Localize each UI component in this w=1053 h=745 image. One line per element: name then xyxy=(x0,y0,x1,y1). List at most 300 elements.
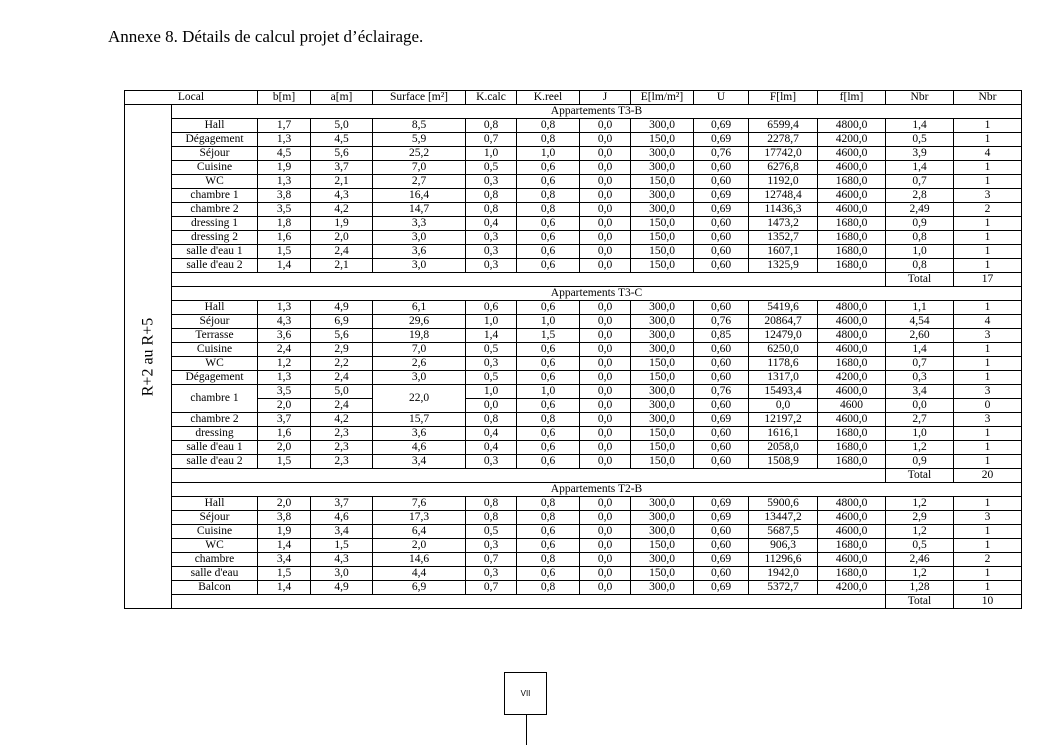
cell-f: 4800,0 xyxy=(818,497,886,511)
cell-nbr-calc: 0,9 xyxy=(886,217,954,231)
table-row xyxy=(125,357,1022,371)
header-nbr-2: Nbr xyxy=(954,91,1022,105)
cell-kcalc: 0,7 xyxy=(466,581,517,595)
cell-nbr-calc: 1,28 xyxy=(886,581,954,595)
table-row xyxy=(125,567,1022,581)
cell-a: 4,9 xyxy=(311,301,373,315)
cell-F: 1192,0 xyxy=(749,175,818,189)
cell-b: 3,6 xyxy=(258,329,311,343)
cell-f: 1680,0 xyxy=(818,217,886,231)
cell-f: 1680,0 xyxy=(818,567,886,581)
cell-b: 1,6 xyxy=(258,427,311,441)
cell-kcalc: 0,3 xyxy=(466,357,517,371)
cell-u: 0,69 xyxy=(694,133,749,147)
cell-kcalc: 1,0 xyxy=(466,147,517,161)
cell-nbr-calc: 3,9 xyxy=(886,147,954,161)
cell-j: 0,0 xyxy=(580,231,631,245)
cell-nbr: 3 xyxy=(954,385,1022,399)
cell-surface: 7,0 xyxy=(373,343,466,357)
cell-kcalc: 0,5 xyxy=(466,525,517,539)
cell-kcalc: 0,5 xyxy=(466,161,517,175)
cell-b: 4,3 xyxy=(258,315,311,329)
cell-e: 150,0 xyxy=(631,539,694,553)
header-surface: Surface [m²] xyxy=(373,91,466,105)
cell-local: chambre 2 xyxy=(172,413,258,427)
cell-b: 3,8 xyxy=(258,511,311,525)
total-value: 10 xyxy=(954,595,1022,609)
cell-b: 1,3 xyxy=(258,371,311,385)
cell-nbr: 1 xyxy=(954,371,1022,385)
cell-e: 300,0 xyxy=(631,119,694,133)
cell-F: 15493,4 xyxy=(749,385,818,399)
cell-nbr-calc: 2,49 xyxy=(886,203,954,217)
cell-local: Terrasse xyxy=(172,329,258,343)
cell-f: 4600,0 xyxy=(818,525,886,539)
cell-kreel: 0,6 xyxy=(517,441,580,455)
cell-surface: 2,7 xyxy=(373,175,466,189)
cell-F: 1607,1 xyxy=(749,245,818,259)
cell-j: 0,0 xyxy=(580,525,631,539)
cell-kreel: 0,8 xyxy=(517,119,580,133)
cell-kreel: 0,6 xyxy=(517,455,580,469)
cell-F: 1317,0 xyxy=(749,371,818,385)
cell-nbr-calc: 1,0 xyxy=(886,245,954,259)
cell-kreel: 0,6 xyxy=(517,161,580,175)
cell-j: 0,0 xyxy=(580,581,631,595)
cell-local: Cuisine xyxy=(172,343,258,357)
cell-f: 4600,0 xyxy=(818,203,886,217)
cell-f: 4600,0 xyxy=(818,413,886,427)
cell-F: 1473,2 xyxy=(749,217,818,231)
cell-kreel: 0,6 xyxy=(517,371,580,385)
cell-j: 0,0 xyxy=(580,539,631,553)
cell-kreel: 0,8 xyxy=(517,133,580,147)
cell-u: 0,76 xyxy=(694,147,749,161)
cell-local: salle d'eau 2 xyxy=(172,455,258,469)
cell-kreel: 0,6 xyxy=(517,259,580,273)
cell-surface: 3,0 xyxy=(373,371,466,385)
cell-F: 20864,7 xyxy=(749,315,818,329)
cell-j: 0,0 xyxy=(580,161,631,175)
cell-nbr: 1 xyxy=(954,525,1022,539)
total-label: Total xyxy=(886,469,954,483)
cell-e: 300,0 xyxy=(631,385,694,399)
cell-a: 2,2 xyxy=(311,357,373,371)
cell-j: 0,0 xyxy=(580,133,631,147)
cell-e: 300,0 xyxy=(631,581,694,595)
cell-surface: 3,4 xyxy=(373,455,466,469)
cell-j: 0,0 xyxy=(580,245,631,259)
cell-kcalc: 0,8 xyxy=(466,203,517,217)
cell-kcalc: 0,3 xyxy=(466,567,517,581)
cell-b: 1,2 xyxy=(258,357,311,371)
cell-kcalc: 0,8 xyxy=(466,119,517,133)
cell-nbr: 1 xyxy=(954,455,1022,469)
cell-kcalc: 1,0 xyxy=(466,385,517,399)
cell-nbr: 0 xyxy=(954,399,1022,413)
cell-surface: 3,0 xyxy=(373,231,466,245)
cell-j: 0,0 xyxy=(580,217,631,231)
table-row xyxy=(125,203,1022,217)
cell-nbr-calc: 3,4 xyxy=(886,385,954,399)
cell-u: 0,60 xyxy=(694,371,749,385)
header-nbr-1: Nbr xyxy=(886,91,954,105)
cell-f: 4600,0 xyxy=(818,315,886,329)
section-title-row xyxy=(125,483,1022,497)
cell-nbr-calc: 4,54 xyxy=(886,315,954,329)
cell-u: 0,60 xyxy=(694,161,749,175)
cell-local: Dégagement xyxy=(172,371,258,385)
cell-surface: 3,3 xyxy=(373,217,466,231)
cell-kreel: 0,8 xyxy=(517,553,580,567)
cell-local: Dégagement xyxy=(172,133,258,147)
cell-kcalc: 0,8 xyxy=(466,189,517,203)
cell-nbr-calc: 0,0 xyxy=(886,399,954,413)
table-row xyxy=(125,455,1022,469)
table-row xyxy=(125,553,1022,567)
cell-local: Hall xyxy=(172,119,258,133)
cell-surface: 2,0 xyxy=(373,539,466,553)
cell-local: chambre 1 xyxy=(172,385,258,413)
cell-F: 6250,0 xyxy=(749,343,818,357)
cell-e: 150,0 xyxy=(631,357,694,371)
cell-kreel: 0,8 xyxy=(517,581,580,595)
total-row xyxy=(125,273,1022,287)
cell-b: 3,5 xyxy=(258,203,311,217)
header-F: F[lm] xyxy=(749,91,818,105)
cell-b: 1,8 xyxy=(258,217,311,231)
cell-f: 4200,0 xyxy=(818,133,886,147)
cell-e: 300,0 xyxy=(631,147,694,161)
section-title: Appartements T2-B xyxy=(172,483,1022,497)
cell-surface: 29,6 xyxy=(373,315,466,329)
cell-a: 5,6 xyxy=(311,329,373,343)
cell-local: WC xyxy=(172,175,258,189)
cell-local: salle d'eau 1 xyxy=(172,441,258,455)
cell-nbr-calc: 1,4 xyxy=(886,343,954,357)
cell-b: 3,8 xyxy=(258,189,311,203)
cell-nbr: 4 xyxy=(954,147,1022,161)
cell-a: 4,5 xyxy=(311,133,373,147)
cell-b: 3,5 xyxy=(258,385,311,399)
cell-f: 4200,0 xyxy=(818,581,886,595)
cell-kreel: 1,0 xyxy=(517,315,580,329)
cell-e: 150,0 xyxy=(631,259,694,273)
cell-nbr-calc: 2,9 xyxy=(886,511,954,525)
cell-local: Hall xyxy=(172,497,258,511)
cell-nbr: 1 xyxy=(954,231,1022,245)
cell-nbr-calc: 0,7 xyxy=(886,357,954,371)
cell-nbr: 3 xyxy=(954,413,1022,427)
cell-j: 0,0 xyxy=(580,441,631,455)
cell-kreel: 0,6 xyxy=(517,525,580,539)
cell-kcalc: 0,5 xyxy=(466,343,517,357)
cell-nbr: 1 xyxy=(954,119,1022,133)
section-title-row xyxy=(125,105,1022,119)
header-j: J xyxy=(580,91,631,105)
table-row xyxy=(125,427,1022,441)
cell-kcalc: 0,4 xyxy=(466,427,517,441)
total-spacer xyxy=(172,595,886,609)
cell-f: 1680,0 xyxy=(818,259,886,273)
cell-kreel: 0,8 xyxy=(517,189,580,203)
cell-local: chambre xyxy=(172,553,258,567)
cell-e: 150,0 xyxy=(631,231,694,245)
cell-u: 0,60 xyxy=(694,231,749,245)
header-e: E[lm/m²] xyxy=(631,91,694,105)
cell-surface: 3,0 xyxy=(373,259,466,273)
cell-e: 150,0 xyxy=(631,217,694,231)
cell-j: 0,0 xyxy=(580,385,631,399)
cell-u: 0,76 xyxy=(694,385,749,399)
cell-kcalc: 0,3 xyxy=(466,175,517,189)
cell-kreel: 0,6 xyxy=(517,399,580,413)
cell-u: 0,60 xyxy=(694,259,749,273)
cell-local: salle d'eau xyxy=(172,567,258,581)
cell-e: 150,0 xyxy=(631,427,694,441)
page-title: Annexe 8. Détails de calcul projet d’éclairage. xyxy=(108,27,424,46)
cell-kcalc: 0,3 xyxy=(466,455,517,469)
cell-e: 300,0 xyxy=(631,525,694,539)
cell-surface: 4,4 xyxy=(373,567,466,581)
cell-u: 0,69 xyxy=(694,511,749,525)
cell-j: 0,0 xyxy=(580,259,631,273)
cell-kreel: 0,8 xyxy=(517,511,580,525)
cell-u: 0,69 xyxy=(694,581,749,595)
cell-F: 11436,3 xyxy=(749,203,818,217)
cell-F: 1352,7 xyxy=(749,231,818,245)
cell-u: 0,60 xyxy=(694,567,749,581)
cell-F: 2278,7 xyxy=(749,133,818,147)
cell-e: 150,0 xyxy=(631,455,694,469)
cell-f: 4200,0 xyxy=(818,371,886,385)
cell-a: 1,5 xyxy=(311,539,373,553)
cell-nbr-calc: 0,5 xyxy=(886,133,954,147)
cell-F: 11296,6 xyxy=(749,553,818,567)
cell-u: 0,60 xyxy=(694,343,749,357)
cell-b: 2,4 xyxy=(258,343,311,357)
table-row xyxy=(125,147,1022,161)
cell-surface: 4,6 xyxy=(373,441,466,455)
table-row xyxy=(125,343,1022,357)
cell-a: 3,7 xyxy=(311,497,373,511)
cell-kcalc: 0,3 xyxy=(466,259,517,273)
cell-a: 4,6 xyxy=(311,511,373,525)
total-row xyxy=(125,469,1022,483)
cell-local: dressing 1 xyxy=(172,217,258,231)
cell-kcalc: 0,4 xyxy=(466,441,517,455)
cell-a: 2,9 xyxy=(311,343,373,357)
cell-nbr-calc: 1,2 xyxy=(886,441,954,455)
header-kcalc: K.calc xyxy=(466,91,517,105)
cell-a: 2,1 xyxy=(311,175,373,189)
cell-b: 1,4 xyxy=(258,539,311,553)
table-row xyxy=(125,525,1022,539)
cell-kreel: 0,6 xyxy=(517,427,580,441)
cell-f: 1680,0 xyxy=(818,357,886,371)
cell-F: 0,0 xyxy=(749,399,818,413)
cell-j: 0,0 xyxy=(580,455,631,469)
cell-nbr: 3 xyxy=(954,511,1022,525)
cell-kreel: 0,6 xyxy=(517,175,580,189)
cell-f: 4600 xyxy=(818,399,886,413)
cell-b: 1,7 xyxy=(258,119,311,133)
page-number: VII xyxy=(504,672,547,715)
cell-kreel: 0,8 xyxy=(517,203,580,217)
cell-j: 0,0 xyxy=(580,119,631,133)
cell-nbr-calc: 2,60 xyxy=(886,329,954,343)
cell-e: 150,0 xyxy=(631,567,694,581)
cell-kreel: 0,6 xyxy=(517,231,580,245)
cell-a: 1,9 xyxy=(311,217,373,231)
cell-e: 300,0 xyxy=(631,511,694,525)
cell-e: 300,0 xyxy=(631,189,694,203)
cell-kreel: 1,5 xyxy=(517,329,580,343)
cell-F: 6599,4 xyxy=(749,119,818,133)
cell-nbr: 1 xyxy=(954,259,1022,273)
cell-e: 300,0 xyxy=(631,553,694,567)
cell-local: Cuisine xyxy=(172,161,258,175)
cell-surface: 3,6 xyxy=(373,427,466,441)
header-a: a[m] xyxy=(311,91,373,105)
cell-F: 2058,0 xyxy=(749,441,818,455)
cell-b: 1,9 xyxy=(258,525,311,539)
cell-surface: 16,4 xyxy=(373,189,466,203)
cell-f: 1680,0 xyxy=(818,175,886,189)
cell-u: 0,69 xyxy=(694,413,749,427)
cell-j: 0,0 xyxy=(580,343,631,357)
cell-nbr: 2 xyxy=(954,203,1022,217)
cell-nbr-calc: 0,9 xyxy=(886,455,954,469)
cell-a: 2,3 xyxy=(311,455,373,469)
table-row xyxy=(125,315,1022,329)
cell-kreel: 0,8 xyxy=(517,413,580,427)
cell-surface: 2,6 xyxy=(373,357,466,371)
cell-a: 2,4 xyxy=(311,399,373,413)
cell-a: 2,3 xyxy=(311,441,373,455)
cell-f: 1680,0 xyxy=(818,231,886,245)
cell-kreel: 0,6 xyxy=(517,539,580,553)
table-row-split xyxy=(125,385,1022,399)
cell-e: 300,0 xyxy=(631,497,694,511)
cell-f: 4600,0 xyxy=(818,511,886,525)
cell-F: 6276,8 xyxy=(749,161,818,175)
cell-j: 0,0 xyxy=(580,413,631,427)
cell-a: 2,1 xyxy=(311,259,373,273)
table-row xyxy=(125,497,1022,511)
cell-e: 300,0 xyxy=(631,203,694,217)
cell-F: 906,3 xyxy=(749,539,818,553)
cell-u: 0,60 xyxy=(694,245,749,259)
cell-F: 5419,6 xyxy=(749,301,818,315)
cell-nbr-calc: 1,2 xyxy=(886,497,954,511)
cell-kcalc: 0,7 xyxy=(466,133,517,147)
cell-b: 1,3 xyxy=(258,175,311,189)
cell-u: 0,60 xyxy=(694,399,749,413)
cell-e: 300,0 xyxy=(631,301,694,315)
total-row xyxy=(125,595,1022,609)
total-label: Total xyxy=(886,595,954,609)
cell-nbr: 2 xyxy=(954,553,1022,567)
cell-local: Séjour xyxy=(172,315,258,329)
total-value: 20 xyxy=(954,469,1022,483)
cell-kreel: 1,0 xyxy=(517,385,580,399)
cell-a: 2,3 xyxy=(311,427,373,441)
cell-f: 1680,0 xyxy=(818,441,886,455)
cell-b: 1,5 xyxy=(258,245,311,259)
cell-surface: 14,6 xyxy=(373,553,466,567)
cell-nbr: 1 xyxy=(954,245,1022,259)
cell-surface: 7,6 xyxy=(373,497,466,511)
cell-u: 0,60 xyxy=(694,525,749,539)
total-value: 17 xyxy=(954,273,1022,287)
cell-e: 300,0 xyxy=(631,161,694,175)
cell-j: 0,0 xyxy=(580,371,631,385)
cell-e: 300,0 xyxy=(631,315,694,329)
table-row xyxy=(125,259,1022,273)
cell-F: 5900,6 xyxy=(749,497,818,511)
cell-a: 3,0 xyxy=(311,567,373,581)
table-row xyxy=(125,231,1022,245)
cell-surface: 17,3 xyxy=(373,511,466,525)
cell-kcalc: 0,7 xyxy=(466,553,517,567)
cell-u: 0,60 xyxy=(694,455,749,469)
table-row xyxy=(125,189,1022,203)
table-row xyxy=(125,301,1022,315)
cell-local: dressing 2 xyxy=(172,231,258,245)
total-spacer xyxy=(172,273,886,287)
cell-u: 0,69 xyxy=(694,203,749,217)
cell-F: 1616,1 xyxy=(749,427,818,441)
cell-u: 0,60 xyxy=(694,301,749,315)
cell-nbr-calc: 0,8 xyxy=(886,259,954,273)
cell-nbr-calc: 1,4 xyxy=(886,119,954,133)
cell-u: 0,69 xyxy=(694,553,749,567)
cell-a: 3,4 xyxy=(311,525,373,539)
cell-j: 0,0 xyxy=(580,203,631,217)
cell-nbr-calc: 1,1 xyxy=(886,301,954,315)
cell-j: 0,0 xyxy=(580,357,631,371)
cell-kcalc: 0,3 xyxy=(466,539,517,553)
table-row xyxy=(125,539,1022,553)
cell-b: 3,7 xyxy=(258,413,311,427)
cell-local: chambre 2 xyxy=(172,203,258,217)
cell-nbr: 1 xyxy=(954,175,1022,189)
cell-kcalc: 0,8 xyxy=(466,413,517,427)
cell-nbr-calc: 2,46 xyxy=(886,553,954,567)
cell-nbr-calc: 1,0 xyxy=(886,427,954,441)
cell-j: 0,0 xyxy=(580,189,631,203)
cell-F: 5372,7 xyxy=(749,581,818,595)
cell-surface: 3,6 xyxy=(373,245,466,259)
cell-nbr-calc: 1,4 xyxy=(886,161,954,175)
cell-local: Séjour xyxy=(172,147,258,161)
cell-surface: 6,1 xyxy=(373,301,466,315)
cell-j: 0,0 xyxy=(580,329,631,343)
cell-u: 0,85 xyxy=(694,329,749,343)
cell-b: 1,4 xyxy=(258,259,311,273)
cell-F: 12197,2 xyxy=(749,413,818,427)
section-title: Appartements T3-B xyxy=(172,105,1022,119)
cell-kcalc: 1,4 xyxy=(466,329,517,343)
cell-surface: 14,7 xyxy=(373,203,466,217)
cell-a: 4,9 xyxy=(311,581,373,595)
table-row-split xyxy=(125,399,1022,413)
table-row xyxy=(125,175,1022,189)
floor-group-cell xyxy=(125,105,172,609)
cell-a: 3,7 xyxy=(311,161,373,175)
cell-j: 0,0 xyxy=(580,147,631,161)
